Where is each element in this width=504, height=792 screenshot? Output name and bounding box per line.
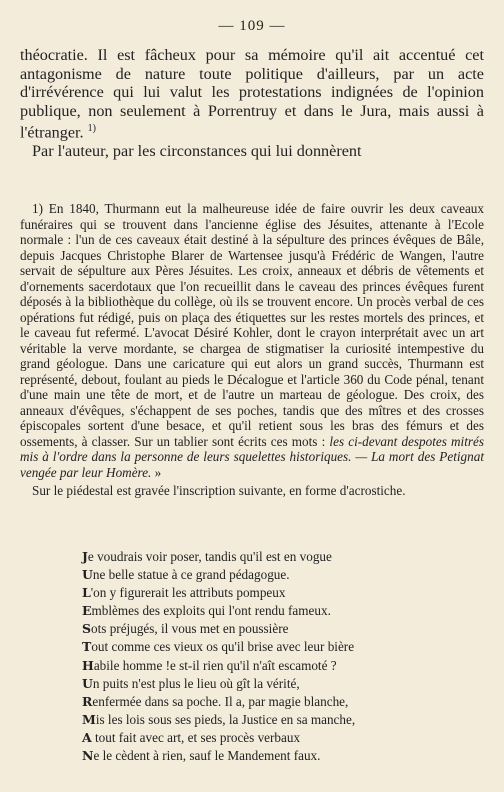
main-paragraph-1 [20,46,484,142]
poem-line [82,548,482,566]
poem-line-text: abile homme !e st-il rien qu'il n'aît escamoté ? [93,657,337,673]
poem-initial: H [82,657,94,673]
poem-line [82,602,482,620]
poem-initial: U [82,567,93,583]
poem-initial: E [82,603,92,619]
poem-line [82,747,482,765]
poem-line [82,584,482,602]
footnote-paragraph-1 [20,201,484,480]
poem-initial: M [82,711,96,727]
footnote-text: 1) En 1840, Thurmann eut la malheureuse idée de faire ouvrir les deux caveaux funéraires qui se trouvent dans l'ancienne église des Jésuites, attenante à l'Ecole normale : l'un de ces caveaux était destiné à la sépulture des princes évêques de Bâle, depuis Jacques Christophe Blarer de Wartensee jusqu'à Frédéric de Wangen, l'autre servait de sépulture aux Pères Jésuites. Les croix, anneaux et débris de vêtements et d'ornements sacerdotaux que l'on recueillit dans le caveau des princes évêques furent déposés à la bibliothèque du collège, où ils se trouvent encore. Un procès verbal de ces opérations fut rédigé, puis on plaça des étiquettes sur les restes mortels des princes, et le caveau fut refermé. L'avocat Désiré Kohler, dont le crayon interprétait avec un art véritable la verve mordante, se chargea de stigmatiser la curiosité intempestive du grand géologue. Dans une caricature qui eut alors un grand succès, Thurmann est représenté, debout, foulant au pieds le Décalogue et l'article 360 du Code pénal, tenant d'une main une tête de mort, et de l'autre un marteau de géologue. Des croix, des anneaux d'évêques, s'échappent de ses poches, tandis que des mîtres et des crosses épiscopales sortent d'une besace, et qu'il retient sous les bras des fémurs et des ossements, à classer. Sur un tablier sont écrits ces mots : [20,201,484,449]
poem-line-text: out comme ces vieux os qu'il brise avec leur bière [91,639,355,655]
poem-line-text: e voudrais voir poser, tandis qu'il est en vogue [87,549,332,564]
footnote-reference: 1) [87,123,96,135]
poem-line [82,711,482,729]
poem-initial: N [82,748,94,764]
poem-initial: R [82,693,93,709]
footnote-paragraph-2: Sur le piédestal est gravée l'inscription suivante, en forme d'acrostiche. [32,483,406,498]
poem-line-text: is les lois sous ses pieds, la Justice en sa manche, [95,711,356,727]
poem-initial: L [82,585,91,601]
poem-line [82,638,482,656]
poem-initial: U [82,675,93,691]
poem-line-text: tout fait avec art, et ses procès verbaux [91,729,301,745]
main-paragraph-2: Par l'auteur, par les circonstances qui lui donnèrent [32,142,362,161]
poem-initial: T [82,639,92,655]
poem-line [82,675,482,693]
poem-line [82,657,482,675]
page-number: — 109 — [218,18,286,34]
poem-line-text: e le cèdent à rien, sauf le Mandement faux. [93,748,321,764]
footnote-quote-close: » [154,464,162,480]
poem-line-text: n puits n'est plus le lieu où gît la vérité, [92,675,300,691]
poem-line [82,693,482,711]
footnote [20,201,484,499]
poem-initial: S [82,621,92,637]
poem-line [82,566,482,584]
poem-line-text: ne belle statue à ce grand pédagogue. [92,567,290,583]
poem-line-text: 'on y figurerait les attributs pompeux [90,585,286,601]
poem-line-text: ots préjugés, il vous met en poussière [91,621,289,637]
main-paragraph-1-text: théocratie. Il est fâcheux pour sa mémoire qu'il ait accentué cet antagonisme de nature toute politique d'ailleurs, par un acte d'irrévérence qui lui valut les protestations indignées de l'opinion publique, non seulement à Porrentruy et dans le Jura, mais aussi à l'étranger. [20,46,484,142]
poem-line [82,620,482,638]
main-text [20,46,484,161]
acrostic-poem [82,548,482,765]
poem-initial: A [82,729,92,745]
poem-line-text: mblèmes des exploits qui l'ont rendu fameux. [91,603,331,619]
poem-line-text: enfermée dans sa poche. Il a, par magie blanche, [92,693,349,709]
footnote-quote: les ci-devant despotes mitrés mis à l'ordre dans la personne de leurs squelettes historiques. — La mort des Petignat vengée par leur Homère. [20,433,484,480]
poem-initial: J [82,549,88,564]
poem-line [82,729,482,747]
